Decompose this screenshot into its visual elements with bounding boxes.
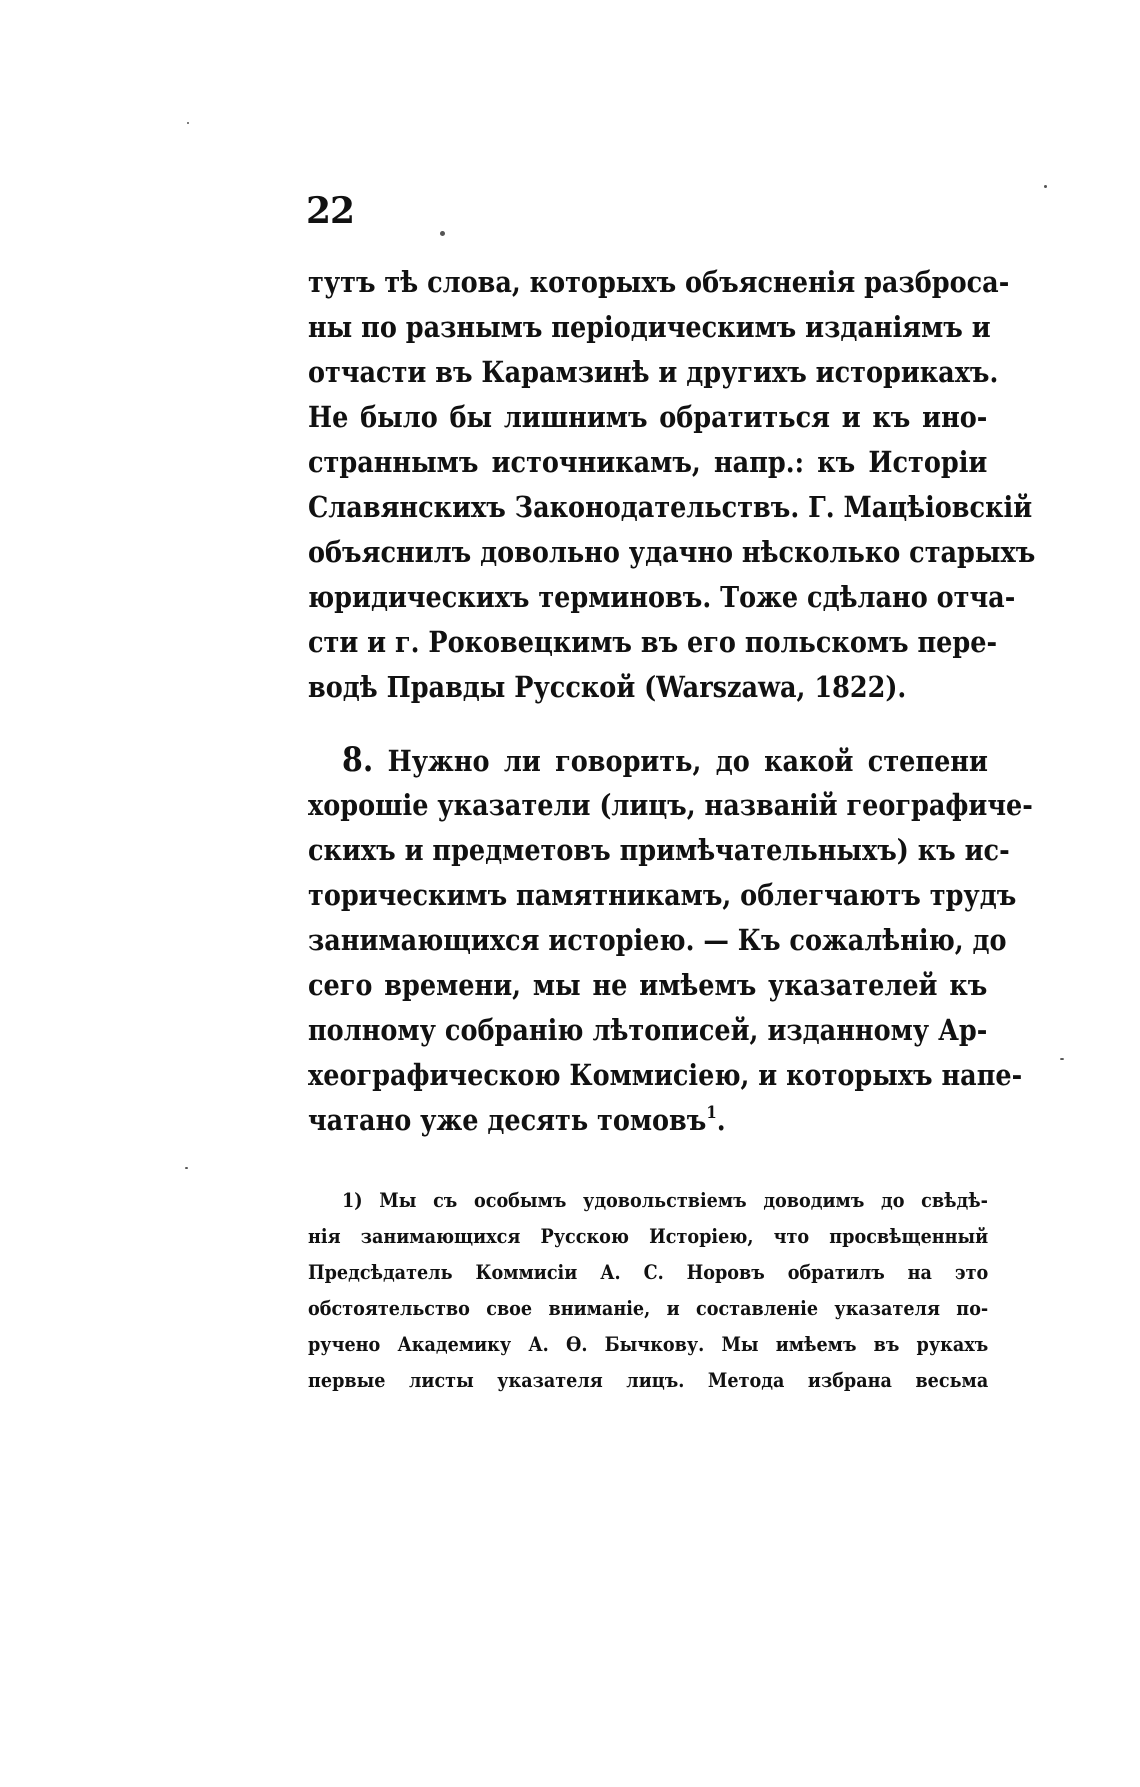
text-line: водѣ Правды Русской (Warszawa, 1822). bbox=[308, 670, 907, 704]
paragraph-text: чатано уже десять томовъ bbox=[308, 1103, 707, 1137]
text-line: сего времени, мы не имѣемъ указателей къ bbox=[308, 968, 988, 1002]
footnote-line: ручено Академику А. Ѳ. Бычкову. Мы имѣемъ въ рукахъ bbox=[308, 1332, 989, 1356]
text-line bbox=[308, 1100, 987, 1140]
text-line: страннымъ источникамъ, напр.: къ Исторіи bbox=[308, 445, 988, 479]
text-line: торическимъ памятникамъ, облегчаютъ трудъ bbox=[308, 878, 1017, 912]
print-speck bbox=[1060, 1058, 1064, 1060]
text-line: юридическихъ терминовъ. Тоже сдѣлано отча- bbox=[308, 580, 1016, 614]
footnote-line: Предсѣдатель Коммисіи А. С. Норовъ обратилъ на это bbox=[308, 1260, 989, 1284]
paragraph-number: 8. bbox=[342, 740, 374, 780]
footnote-line: первые листы указателя лицъ. Метода избрана весьма bbox=[308, 1368, 989, 1392]
text-line: Славянскихъ Законодательствъ. Г. Мацѣіовскій bbox=[308, 490, 1033, 524]
print-speck bbox=[1044, 185, 1047, 188]
text-line: Не было бы лишнимъ обратиться и къ ино- bbox=[308, 400, 988, 434]
text-line: хорошіе указатели (лицъ, названій географиче- bbox=[308, 788, 1033, 822]
text-line: тутъ тѣ слова, которыхъ объясненія разброса- bbox=[308, 265, 1010, 299]
paragraph-text: . bbox=[716, 1103, 726, 1137]
footnote-marker: 1 bbox=[706, 1103, 717, 1123]
page-number: 22 bbox=[306, 190, 355, 232]
footnote-line: обстоятельство свое вниманіе, и составленіе указателя по- bbox=[308, 1296, 989, 1320]
print-speck bbox=[185, 1167, 188, 1169]
text-line: ны по разнымъ періодическимъ изданіямъ и bbox=[308, 310, 991, 344]
text-line: полному собранію лѣтописей, изданному Ар- bbox=[308, 1013, 988, 1047]
text-line: занимающихся исторіею. — Къ сожалѣнію, до bbox=[308, 923, 1007, 957]
print-speck bbox=[440, 231, 445, 236]
text-line: объяснилъ довольно удачно нѣсколько старыхъ bbox=[308, 535, 1036, 569]
footnote-line: нія занимающихся Русскою Исторіею, что просвѣщенный bbox=[308, 1224, 989, 1248]
footnote-line: 1) Мы съ особымъ удовольствіемъ доводимъ до свѣдѣ- bbox=[342, 1188, 988, 1212]
text-line: скихъ и предметовъ примѣчательныхъ) къ ис- bbox=[308, 833, 1010, 867]
text-line: сти и г. Роковецкимъ въ его польскомъ пере- bbox=[308, 625, 998, 659]
paragraph-text: Нужно ли говорить, до какой степени bbox=[373, 744, 988, 778]
paragraph-8-first-line bbox=[342, 740, 988, 781]
print-speck bbox=[187, 122, 189, 124]
text-line: отчасти въ Карамзинѣ и другихъ историкахъ. bbox=[308, 355, 999, 389]
text-line: хеографическою Коммисіею, и которыхъ напе- bbox=[308, 1058, 1023, 1092]
